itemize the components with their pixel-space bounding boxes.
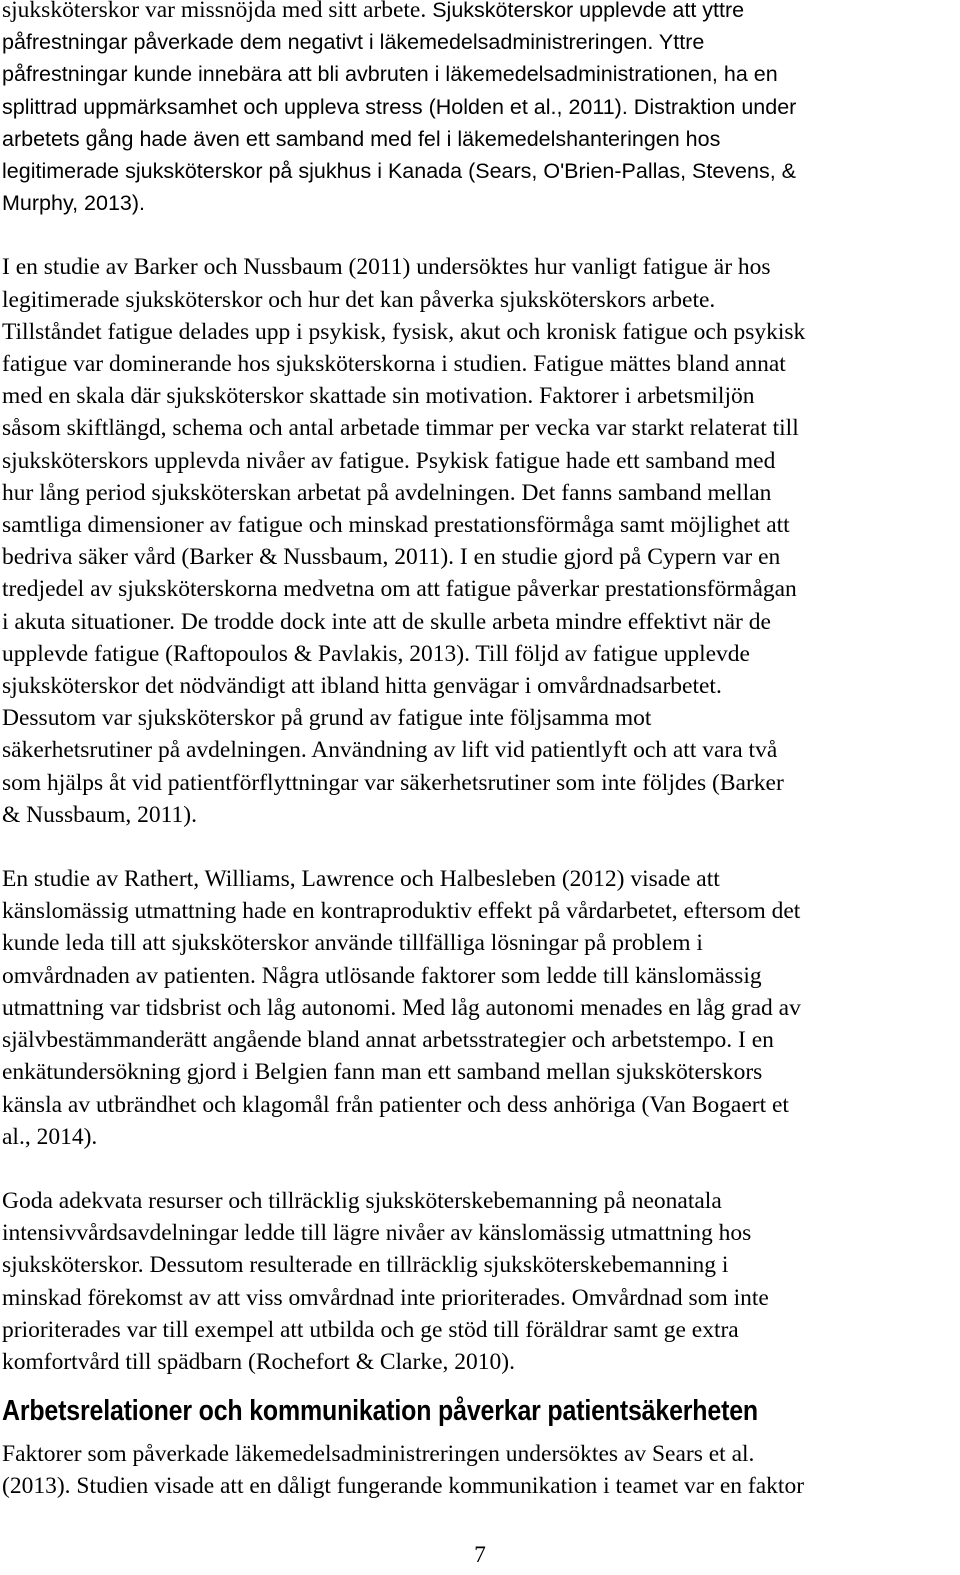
paragraph-line: legitimerade sjuksköterskor på sjukhus i Kanada (Sears, O'Brien-Pallas, Stevens, & — [2, 159, 796, 184]
paragraph-line: såsom skiftlängd, schema och antal arbetade timmar per vecka var starkt relaterat till — [2, 415, 799, 442]
paragraph-line: upplevde fatigue (Raftopoulos & Pavlakis, 2013). Till följd av fatigue upplevde — [2, 640, 750, 667]
paragraph-line: intensivvårdsavdelningar ledde till lägre nivåer av känslomässig utmattning hos — [2, 1220, 752, 1247]
paragraph-line: Murphy, 2013). — [2, 191, 146, 216]
paragraph-line: samtliga dimensioner av fatigue och minskad prestationsförmåga samt möjlighet att — [2, 512, 790, 539]
paragraph-line: Tillståndet fatigue delades upp i psykisk, fysisk, akut och kronisk fatigue och psykisk — [2, 318, 806, 345]
paragraph-line: omvårdnaden av patienten. Några utlösande faktorer som ledde till känslomässig — [2, 962, 762, 989]
paragraph-line: Faktorer som påverkade läkemedelsadministreringen undersöktes av Sears et al. — [2, 1441, 755, 1468]
paragraph-4 — [2, 1185, 958, 1378]
paragraph-line: sjuksköterskor. Dessutom resulterade en tillräcklig sjuksköterskebemanning i — [2, 1252, 729, 1279]
paragraph-line: splittrad uppmärksamhet och uppleva stress (Holden et al., 2011). Distraktion under — [2, 94, 797, 119]
paragraph-3 — [2, 863, 958, 1153]
paragraph-line: minskad förekomst av att viss omvårdnad inte prioriterades. Omvårdnad som inte — [2, 1284, 769, 1311]
document-page — [2, 0, 958, 1503]
paragraph-line: utmattning var tidsbrist och låg autonomi. Med låg autonomi menades en låg grad av — [2, 994, 801, 1021]
paragraph-line: & Nussbaum, 2011). — [2, 801, 197, 828]
paragraph-line: fatigue var dominerande hos sjuksköterskorna i studien. Fatigue mättes bland annat — [2, 351, 786, 378]
paragraph-line: tredjedel av sjuksköterskorna medvetna om att fatigue påverkar prestationsförmågan — [2, 576, 797, 603]
paragraph-1 — [2, 0, 958, 219]
paragraph-line: i akuta situationer. De trodde dock inte att de skulle arbeta mindre effektivt när de — [2, 608, 771, 635]
paragraph-line: legitimerade sjuksköterskor och hur det kan påverka sjuksköterskors arbete. — [2, 286, 716, 313]
paragraph-line: enkätundersökning gjord i Belgien fann man ett samband mellan sjuksköterskors — [2, 1059, 763, 1086]
paragraph-line: Dessutom var sjuksköterskor på grund av fatigue inte följsamma mot — [2, 705, 652, 732]
paragraph-line: bedriva säker vård (Barker & Nussbaum, 2011). I en studie gjord på Cypern var en — [2, 544, 781, 571]
paragraph-line: Goda adekvata resurser och tillräcklig sjuksköterskebemanning på neonatala — [2, 1187, 722, 1214]
paragraph-line: sjuksköterskor det nödvändigt att ibland hitta genvägar i omvårdnadsarbetet. — [2, 673, 722, 700]
paragraph-5 — [2, 1438, 958, 1502]
paragraph-line: påfrestningar kunde innebära att bli avbruten i läkemedelsadministrationen, ha en — [2, 62, 778, 87]
paragraph-line: al., 2014). — [2, 1123, 98, 1150]
paragraph-line: känslomässig utmattning hade en kontraproduktiv effekt på vårdarbetet, eftersom det — [2, 898, 801, 925]
paragraph-line: sjuksköterskor var missnöjda med sitt arbete. Sjuksköterskor upplevde att yttre — [2, 0, 745, 23]
paragraph-2 — [2, 251, 958, 831]
paragraph-line: påfrestningar påverkade dem negativt i läkemedelsadministreringen. Yttre — [2, 30, 705, 55]
paragraph-line: med en skala där sjuksköterskor skattade sin motivation. Faktorer i arbetsmiljön — [2, 383, 755, 410]
page-number: 7 — [474, 1542, 486, 1568]
paragraph-line: sjuksköterskors upplevda nivåer av fatigue. Psykisk fatigue hade ett samband med — [2, 447, 776, 474]
paragraph-line: självbestämmanderätt angående bland annat arbetsstrategier och arbetstempo. I en — [2, 1027, 774, 1054]
paragraph-line: I en studie av Barker och Nussbaum (2011) undersöktes hur vanligt fatigue är hos — [2, 254, 771, 281]
paragraph-line: arbetets gång hade även ett samband med fel i läkemedelshanteringen hos — [2, 126, 721, 151]
paragraph-line: komfortvård till spädbarn (Rochefort & Clarke, 2010). — [2, 1348, 515, 1375]
paragraph-line: hur lång period sjuksköterskan arbetat på avdelningen. Det fanns samband mellan — [2, 479, 772, 506]
paragraph-line: känsla av utbrändhet och klagomål från patienter och dess anhöriga (Van Bogaert et — [2, 1091, 789, 1118]
section-heading: Arbetsrelationer och kommunikation påverkar patientsäkerheten — [2, 1395, 758, 1428]
paragraph-line: som hjälps åt vid patientförflyttningar var säkerhetsrutiner som inte följdes (Barker — [2, 769, 784, 796]
paragraph-line: (2013). Studien visade att en dåligt fungerande kommunikation i teamet var en faktor — [2, 1473, 805, 1500]
paragraph-line: säkerhetsrutiner på avdelningen. Användning av lift vid patientlyft och att vara två — [2, 737, 778, 764]
paragraph-line: prioriterades var till exempel att utbilda och ge stöd till föräldrar samt ge extra — [2, 1316, 739, 1343]
paragraph-line: kunde leda till att sjuksköterskor använde tillfälliga lösningar på problem i — [2, 930, 703, 957]
paragraph-line: En studie av Rathert, Williams, Lawrence och Halbesleben (2012) visade att — [2, 866, 720, 893]
